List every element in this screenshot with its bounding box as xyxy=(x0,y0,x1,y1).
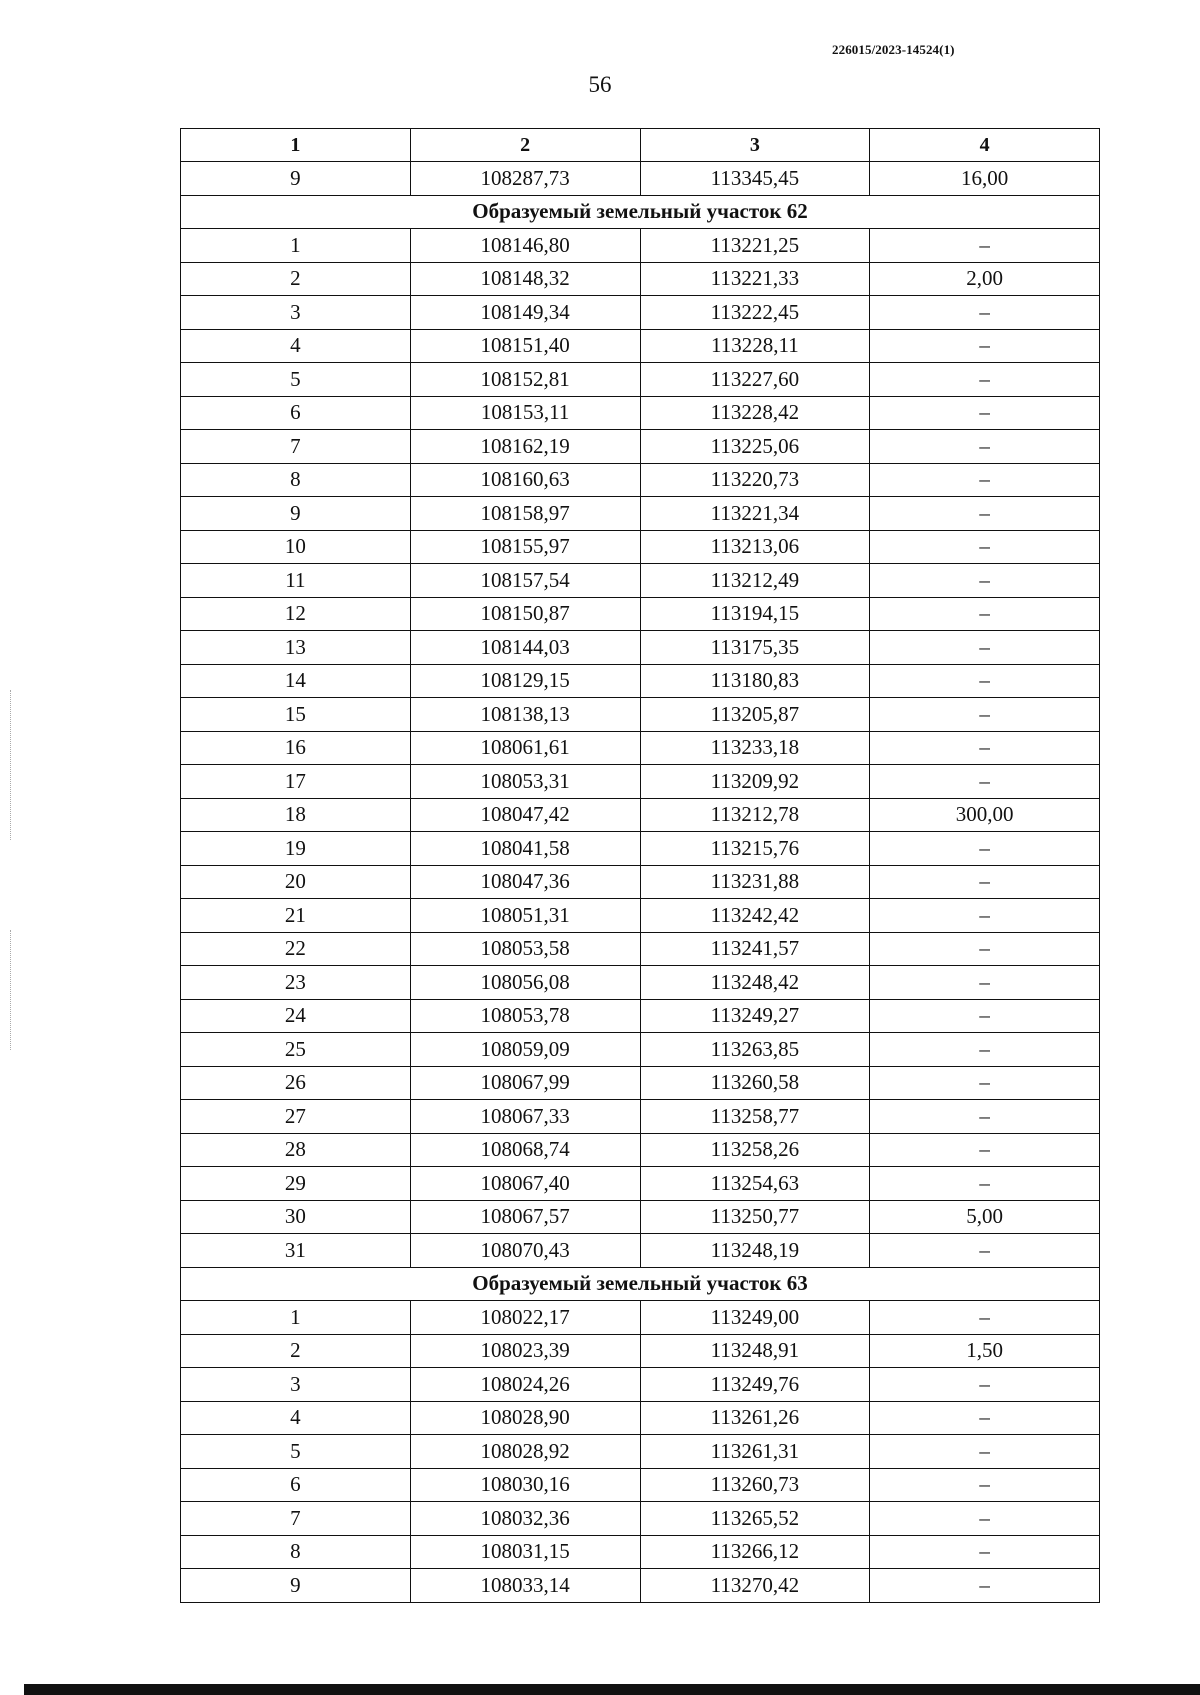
table-row xyxy=(181,1468,1100,1502)
x-coordinate-cell: 108155,97 xyxy=(410,530,640,564)
accuracy-cell: – xyxy=(870,932,1100,966)
x-coordinate-cell: 108028,92 xyxy=(410,1435,640,1469)
table-row xyxy=(181,899,1100,933)
x-coordinate-cell: 108067,99 xyxy=(410,1066,640,1100)
column-header-1: 1 xyxy=(181,129,411,162)
y-coordinate-cell: 113221,25 xyxy=(640,229,870,263)
y-coordinate-cell: 113225,06 xyxy=(640,430,870,464)
point-number-cell: 5 xyxy=(181,363,411,397)
y-coordinate-cell: 113180,83 xyxy=(640,664,870,698)
accuracy-cell: 2,00 xyxy=(870,262,1100,296)
point-number-cell: 31 xyxy=(181,1234,411,1268)
column-header-3: 3 xyxy=(640,129,870,162)
column-header-2: 2 xyxy=(410,129,640,162)
table-row xyxy=(181,798,1100,832)
accuracy-cell: – xyxy=(870,999,1100,1033)
accuracy-cell: 300,00 xyxy=(870,798,1100,832)
point-number-cell: 7 xyxy=(181,1502,411,1536)
point-number-cell: 9 xyxy=(181,162,411,196)
point-number-cell: 21 xyxy=(181,899,411,933)
x-coordinate-cell: 108152,81 xyxy=(410,363,640,397)
y-coordinate-cell: 113270,42 xyxy=(640,1569,870,1603)
y-coordinate-cell: 113205,87 xyxy=(640,698,870,732)
x-coordinate-cell: 108033,14 xyxy=(410,1569,640,1603)
section-row xyxy=(181,1267,1100,1301)
accuracy-cell: – xyxy=(870,1569,1100,1603)
x-coordinate-cell: 108059,09 xyxy=(410,1033,640,1067)
point-number-cell: 5 xyxy=(181,1435,411,1469)
y-coordinate-cell: 113249,76 xyxy=(640,1368,870,1402)
point-number-cell: 9 xyxy=(181,497,411,531)
accuracy-cell: – xyxy=(870,1301,1100,1335)
section-title: Образуемый земельный участок 62 xyxy=(181,195,1100,229)
table-row xyxy=(181,262,1100,296)
table-row xyxy=(181,1502,1100,1536)
table-row xyxy=(181,1234,1100,1268)
x-coordinate-cell: 108056,08 xyxy=(410,966,640,1000)
table-row xyxy=(181,1167,1100,1201)
table-row xyxy=(181,497,1100,531)
scan-artifact-left-margin xyxy=(10,690,14,840)
point-number-cell: 8 xyxy=(181,1535,411,1569)
y-coordinate-cell: 113345,45 xyxy=(640,162,870,196)
table-row xyxy=(181,1401,1100,1435)
y-coordinate-cell: 113248,19 xyxy=(640,1234,870,1268)
table-row xyxy=(181,932,1100,966)
x-coordinate-cell: 108151,40 xyxy=(410,329,640,363)
accuracy-cell: – xyxy=(870,1234,1100,1268)
table-row xyxy=(181,564,1100,598)
point-number-cell: 25 xyxy=(181,1033,411,1067)
point-number-cell: 27 xyxy=(181,1100,411,1134)
x-coordinate-cell: 108067,33 xyxy=(410,1100,640,1134)
point-number-cell: 22 xyxy=(181,932,411,966)
y-coordinate-cell: 113228,42 xyxy=(640,396,870,430)
x-coordinate-cell: 108053,31 xyxy=(410,765,640,799)
accuracy-cell: – xyxy=(870,1401,1100,1435)
point-number-cell: 6 xyxy=(181,1468,411,1502)
accuracy-cell: – xyxy=(870,1133,1100,1167)
y-coordinate-cell: 113222,45 xyxy=(640,296,870,330)
accuracy-cell: – xyxy=(870,631,1100,665)
point-number-cell: 10 xyxy=(181,530,411,564)
x-coordinate-cell: 108138,13 xyxy=(410,698,640,732)
accuracy-cell: – xyxy=(870,329,1100,363)
x-coordinate-cell: 108129,15 xyxy=(410,664,640,698)
table-row xyxy=(181,832,1100,866)
accuracy-cell: – xyxy=(870,530,1100,564)
point-number-cell: 19 xyxy=(181,832,411,866)
section-title: Образуемый земельный участок 63 xyxy=(181,1267,1100,1301)
point-number-cell: 17 xyxy=(181,765,411,799)
y-coordinate-cell: 113266,12 xyxy=(640,1535,870,1569)
point-number-cell: 16 xyxy=(181,731,411,765)
x-coordinate-cell: 108150,87 xyxy=(410,597,640,631)
point-number-cell: 15 xyxy=(181,698,411,732)
y-coordinate-cell: 113248,91 xyxy=(640,1334,870,1368)
x-coordinate-cell: 108053,78 xyxy=(410,999,640,1033)
x-coordinate-cell: 108070,43 xyxy=(410,1234,640,1268)
y-coordinate-cell: 113215,76 xyxy=(640,832,870,866)
accuracy-cell: – xyxy=(870,731,1100,765)
accuracy-cell: – xyxy=(870,865,1100,899)
y-coordinate-cell: 113260,58 xyxy=(640,1066,870,1100)
table-row xyxy=(181,1368,1100,1402)
accuracy-cell: – xyxy=(870,832,1100,866)
table-row xyxy=(181,1133,1100,1167)
y-coordinate-cell: 113220,73 xyxy=(640,463,870,497)
point-number-cell: 4 xyxy=(181,1401,411,1435)
table-row xyxy=(181,296,1100,330)
x-coordinate-cell: 108053,58 xyxy=(410,932,640,966)
x-coordinate-cell: 108153,11 xyxy=(410,396,640,430)
accuracy-cell: – xyxy=(870,966,1100,1000)
x-coordinate-cell: 108028,90 xyxy=(410,1401,640,1435)
point-number-cell: 20 xyxy=(181,865,411,899)
point-number-cell: 1 xyxy=(181,229,411,263)
table-row xyxy=(181,1569,1100,1603)
x-coordinate-cell: 108023,39 xyxy=(410,1334,640,1368)
accuracy-cell: 1,50 xyxy=(870,1334,1100,1368)
accuracy-cell: – xyxy=(870,765,1100,799)
column-header-4: 4 xyxy=(870,129,1100,162)
y-coordinate-cell: 113258,26 xyxy=(640,1133,870,1167)
point-number-cell: 28 xyxy=(181,1133,411,1167)
y-coordinate-cell: 113212,49 xyxy=(640,564,870,598)
point-number-cell: 8 xyxy=(181,463,411,497)
y-coordinate-cell: 113254,63 xyxy=(640,1167,870,1201)
accuracy-cell: – xyxy=(870,1535,1100,1569)
point-number-cell: 29 xyxy=(181,1167,411,1201)
y-coordinate-cell: 113241,57 xyxy=(640,932,870,966)
point-number-cell: 2 xyxy=(181,1334,411,1368)
table-row xyxy=(181,765,1100,799)
accuracy-cell: – xyxy=(870,1435,1100,1469)
accuracy-cell: – xyxy=(870,1502,1100,1536)
table-row xyxy=(181,396,1100,430)
table-row xyxy=(181,1066,1100,1100)
table-row xyxy=(181,162,1100,196)
accuracy-cell: – xyxy=(870,597,1100,631)
x-coordinate-cell: 108287,73 xyxy=(410,162,640,196)
x-coordinate-cell: 108148,32 xyxy=(410,262,640,296)
accuracy-cell: – xyxy=(870,430,1100,464)
accuracy-cell: – xyxy=(870,1100,1100,1134)
y-coordinate-cell: 113221,33 xyxy=(640,262,870,296)
x-coordinate-cell: 108144,03 xyxy=(410,631,640,665)
x-coordinate-cell: 108024,26 xyxy=(410,1368,640,1402)
x-coordinate-cell: 108146,80 xyxy=(410,229,640,263)
point-number-cell: 2 xyxy=(181,262,411,296)
x-coordinate-cell: 108030,16 xyxy=(410,1468,640,1502)
table-row xyxy=(181,698,1100,732)
point-number-cell: 1 xyxy=(181,1301,411,1335)
accuracy-cell: – xyxy=(870,564,1100,598)
page-number: 56 xyxy=(588,72,612,97)
y-coordinate-cell: 113221,34 xyxy=(640,497,870,531)
x-coordinate-cell: 108162,19 xyxy=(410,430,640,464)
point-number-cell: 11 xyxy=(181,564,411,598)
table-row xyxy=(181,966,1100,1000)
accuracy-cell: – xyxy=(870,396,1100,430)
table-row xyxy=(181,1033,1100,1067)
point-number-cell: 7 xyxy=(181,430,411,464)
accuracy-cell: – xyxy=(870,664,1100,698)
point-number-cell: 4 xyxy=(181,329,411,363)
x-coordinate-cell: 108067,57 xyxy=(410,1200,640,1234)
x-coordinate-cell: 108047,36 xyxy=(410,865,640,899)
table-header xyxy=(181,129,1100,162)
accuracy-cell: – xyxy=(870,229,1100,263)
x-coordinate-cell: 108160,63 xyxy=(410,463,640,497)
table-row xyxy=(181,1200,1100,1234)
table-row xyxy=(181,865,1100,899)
accuracy-cell: – xyxy=(870,296,1100,330)
accuracy-cell: – xyxy=(870,1033,1100,1067)
accuracy-cell: – xyxy=(870,1468,1100,1502)
point-number-cell: 13 xyxy=(181,631,411,665)
accuracy-cell: 5,00 xyxy=(870,1200,1100,1234)
table-body xyxy=(181,162,1100,1603)
y-coordinate-cell: 113258,77 xyxy=(640,1100,870,1134)
y-coordinate-cell: 113260,73 xyxy=(640,1468,870,1502)
scan-edge-bar xyxy=(24,1684,1200,1695)
y-coordinate-cell: 113213,06 xyxy=(640,530,870,564)
y-coordinate-cell: 113261,26 xyxy=(640,1401,870,1435)
point-number-cell: 23 xyxy=(181,966,411,1000)
accuracy-cell: – xyxy=(870,1066,1100,1100)
x-coordinate-cell: 108157,54 xyxy=(410,564,640,598)
y-coordinate-cell: 113248,42 xyxy=(640,966,870,1000)
x-coordinate-cell: 108061,61 xyxy=(410,731,640,765)
accuracy-cell: – xyxy=(870,363,1100,397)
table-row xyxy=(181,664,1100,698)
point-number-cell: 9 xyxy=(181,1569,411,1603)
y-coordinate-cell: 113194,15 xyxy=(640,597,870,631)
x-coordinate-cell: 108158,97 xyxy=(410,497,640,531)
point-number-cell: 3 xyxy=(181,1368,411,1402)
point-number-cell: 3 xyxy=(181,296,411,330)
table-row xyxy=(181,530,1100,564)
accuracy-cell: 16,00 xyxy=(870,162,1100,196)
table-row xyxy=(181,1301,1100,1335)
accuracy-cell: – xyxy=(870,497,1100,531)
table-row xyxy=(181,363,1100,397)
accuracy-cell: – xyxy=(870,463,1100,497)
table-row xyxy=(181,463,1100,497)
point-number-cell: 12 xyxy=(181,597,411,631)
point-number-cell: 24 xyxy=(181,999,411,1033)
table-row xyxy=(181,597,1100,631)
x-coordinate-cell: 108067,40 xyxy=(410,1167,640,1201)
table-row xyxy=(181,631,1100,665)
table-row xyxy=(181,329,1100,363)
accuracy-cell: – xyxy=(870,698,1100,732)
accuracy-cell: – xyxy=(870,1167,1100,1201)
y-coordinate-cell: 113233,18 xyxy=(640,731,870,765)
y-coordinate-cell: 113249,27 xyxy=(640,999,870,1033)
x-coordinate-cell: 108031,15 xyxy=(410,1535,640,1569)
x-coordinate-cell: 108032,36 xyxy=(410,1502,640,1536)
scan-artifact-left-margin xyxy=(10,930,14,1050)
table-row xyxy=(181,229,1100,263)
point-number-cell: 26 xyxy=(181,1066,411,1100)
y-coordinate-cell: 113227,60 xyxy=(640,363,870,397)
table-row xyxy=(181,430,1100,464)
y-coordinate-cell: 113209,92 xyxy=(640,765,870,799)
y-coordinate-cell: 113175,35 xyxy=(640,631,870,665)
y-coordinate-cell: 113231,88 xyxy=(640,865,870,899)
table-row xyxy=(181,999,1100,1033)
x-coordinate-cell: 108068,74 xyxy=(410,1133,640,1167)
point-number-cell: 30 xyxy=(181,1200,411,1234)
x-coordinate-cell: 108051,31 xyxy=(410,899,640,933)
point-number-cell: 18 xyxy=(181,798,411,832)
point-number-cell: 14 xyxy=(181,664,411,698)
header-row xyxy=(181,129,1100,162)
y-coordinate-cell: 113242,42 xyxy=(640,899,870,933)
y-coordinate-cell: 113249,00 xyxy=(640,1301,870,1335)
y-coordinate-cell: 113250,77 xyxy=(640,1200,870,1234)
y-coordinate-cell: 113228,11 xyxy=(640,329,870,363)
accuracy-cell: – xyxy=(870,899,1100,933)
section-row xyxy=(181,195,1100,229)
x-coordinate-cell: 108041,58 xyxy=(410,832,640,866)
x-coordinate-cell: 108047,42 xyxy=(410,798,640,832)
point-number-cell: 6 xyxy=(181,396,411,430)
table-row xyxy=(181,1100,1100,1134)
y-coordinate-cell: 113212,78 xyxy=(640,798,870,832)
coordinates-table xyxy=(180,128,1100,1603)
y-coordinate-cell: 113265,52 xyxy=(640,1502,870,1536)
x-coordinate-cell: 108149,34 xyxy=(410,296,640,330)
accuracy-cell: – xyxy=(870,1368,1100,1402)
table-row xyxy=(181,1435,1100,1469)
table-row xyxy=(181,1535,1100,1569)
table-row xyxy=(181,1334,1100,1368)
x-coordinate-cell: 108022,17 xyxy=(410,1301,640,1335)
document-reference-number: 226015/2023-14524(1) xyxy=(832,42,955,57)
y-coordinate-cell: 113263,85 xyxy=(640,1033,870,1067)
table-row xyxy=(181,731,1100,765)
y-coordinate-cell: 113261,31 xyxy=(640,1435,870,1469)
